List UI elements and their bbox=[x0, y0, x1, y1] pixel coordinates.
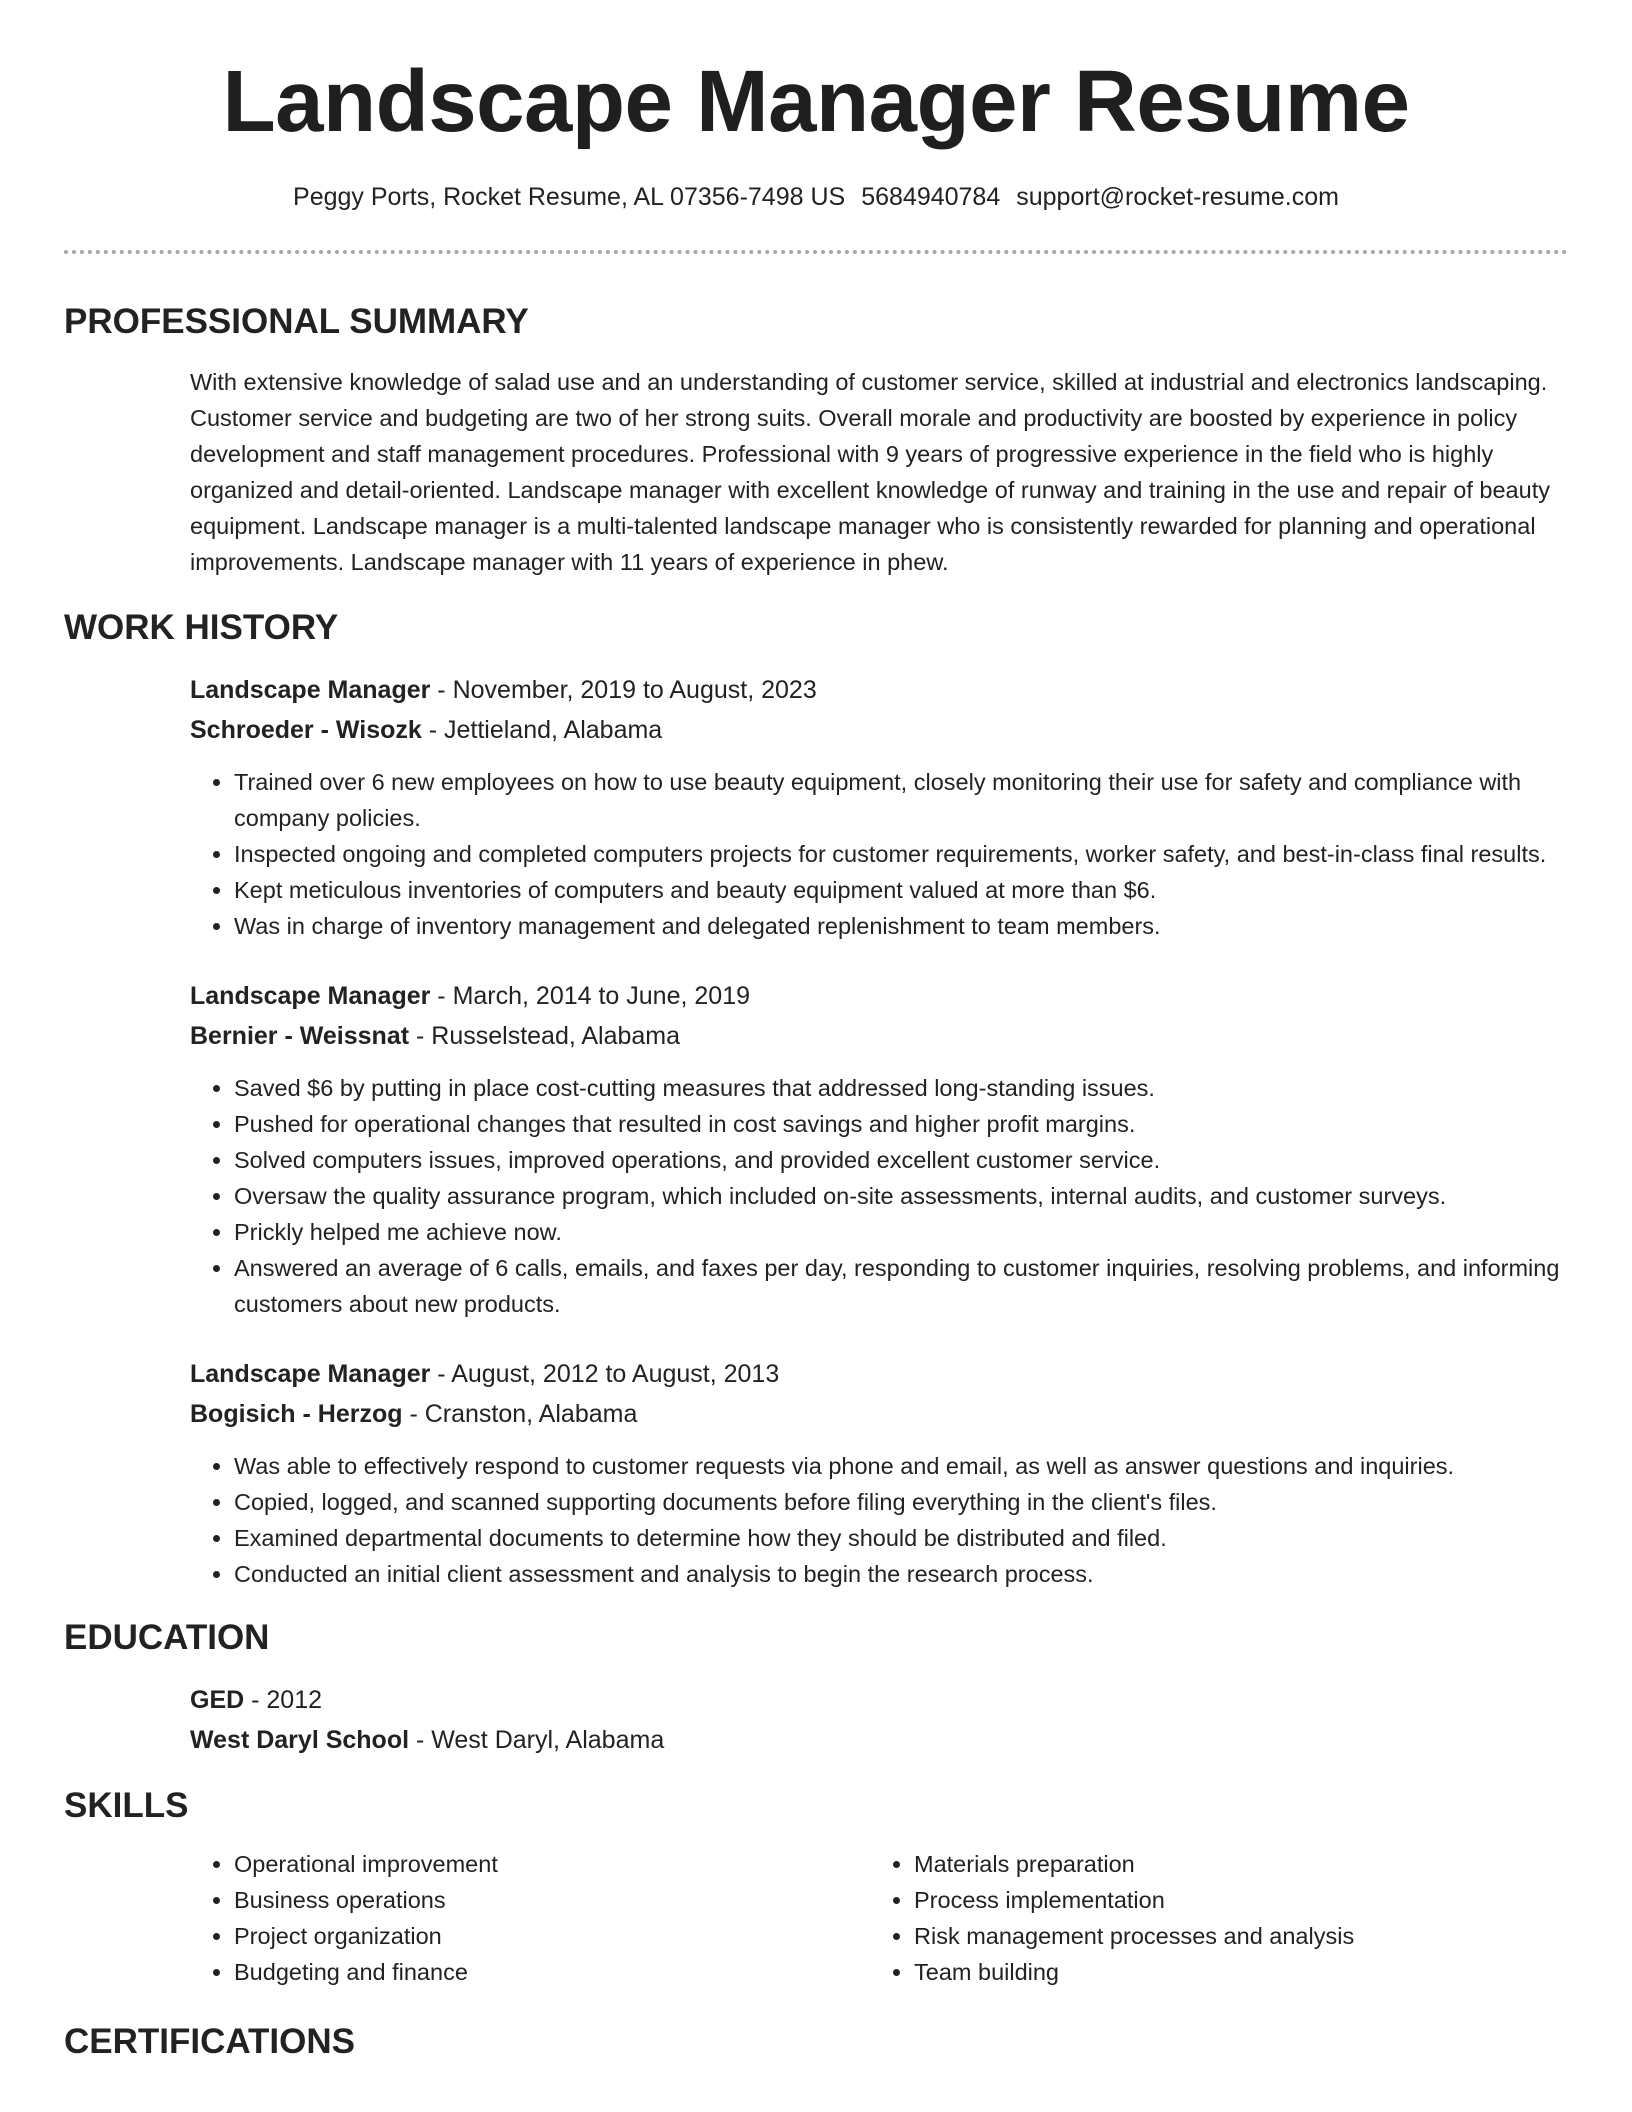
list-item: • Process implementation bbox=[914, 1882, 1550, 1918]
list-item: • Budgeting and finance bbox=[234, 1954, 870, 1990]
list-item: • Saved $6 by putting in place cost-cutting measures that addressed long-standing issues. bbox=[234, 1070, 1570, 1106]
education-location: - West Daryl, Alabama bbox=[409, 1726, 665, 1754]
certifications-heading: CERTIFICATIONS bbox=[64, 2022, 356, 2061]
job-location: - Jettieland, Alabama bbox=[421, 716, 663, 744]
job-title: Landscape Manager bbox=[190, 1360, 431, 1388]
summary-heading: PROFESSIONAL SUMMARY bbox=[64, 302, 529, 341]
list-item: • Risk management processes and analysis bbox=[914, 1918, 1550, 1954]
list-item: • Copied, logged, and scanned supporting documents before filing everything in the client's files. bbox=[234, 1484, 1570, 1520]
list-item: • Was in charge of inventory management and delegated replenishment to team members. bbox=[234, 908, 1570, 944]
header-divider bbox=[64, 250, 1568, 254]
education-year: - 2012 bbox=[244, 1686, 323, 1714]
list-item: • Project organization bbox=[234, 1918, 870, 1954]
list-item: • Examined departmental documents to determine how they should be distributed and filed. bbox=[234, 1520, 1570, 1556]
education-heading: EDUCATION bbox=[64, 1618, 270, 1657]
job-company-line bbox=[190, 1394, 1570, 1434]
education-degree: GED bbox=[190, 1686, 245, 1714]
job-dates: - August, 2012 to August, 2013 bbox=[430, 1360, 780, 1388]
resume-title: Landscape Manager Resume bbox=[222, 53, 1410, 150]
list-item: • Pushed for operational changes that resulted in cost savings and higher profit margins. bbox=[234, 1106, 1570, 1142]
job-dates: - March, 2014 to June, 2019 bbox=[430, 982, 751, 1010]
contact-address: Peggy Ports, Rocket Resume, AL 07356-7498 US bbox=[293, 183, 846, 211]
list-item: • Answered an average of 6 calls, emails, and faxes per day, responding to customer inquiries, resolving problems, and informing customers about new products. bbox=[234, 1250, 1570, 1322]
contact-phone: 5684940784 bbox=[861, 183, 1001, 211]
job-entry bbox=[190, 1354, 1570, 1592]
job-entry bbox=[190, 976, 1570, 1322]
job-title-line bbox=[190, 976, 1570, 1016]
job-bullets bbox=[190, 764, 1570, 944]
job-title: Landscape Manager bbox=[190, 676, 431, 704]
list-item: • Materials preparation bbox=[914, 1846, 1550, 1882]
skills-column-left bbox=[190, 1846, 870, 1990]
job-company-line bbox=[190, 710, 1570, 750]
skills-heading: SKILLS bbox=[64, 1786, 189, 1825]
contact-email: support@rocket-resume.com bbox=[1016, 183, 1339, 211]
job-company: Bernier - Weissnat bbox=[190, 1022, 410, 1050]
skills-column-right bbox=[870, 1846, 1550, 1990]
job-company: Schroeder - Wisozk bbox=[190, 716, 422, 744]
list-item: • Team building bbox=[914, 1954, 1550, 1990]
job-entry bbox=[190, 670, 1570, 944]
list-item: • Conducted an initial client assessment and analysis to begin the research process. bbox=[234, 1556, 1570, 1592]
list-item: • Business operations bbox=[234, 1882, 870, 1918]
list-item: • Inspected ongoing and completed computers projects for customer requirements, worker safety, and best-in-class final results. bbox=[234, 836, 1570, 872]
list-item: • Trained over 6 new employees on how to use beauty equipment, closely monitoring their use for safety and compliance with company policies. bbox=[234, 764, 1570, 836]
job-location: - Russelstead, Alabama bbox=[409, 1022, 681, 1050]
list-item: • Kept meticulous inventories of computers and beauty equipment valued at more than $6. bbox=[234, 872, 1570, 908]
job-title-line bbox=[190, 1354, 1570, 1394]
job-location: - Cranston, Alabama bbox=[402, 1400, 638, 1428]
list-item: • Prickly helped me achieve now. bbox=[234, 1214, 1570, 1250]
list-item: • Solved computers issues, improved operations, and provided excellent customer service. bbox=[234, 1142, 1570, 1178]
job-title: Landscape Manager bbox=[190, 982, 431, 1010]
job-title-line bbox=[190, 670, 1570, 710]
education-entry bbox=[190, 1680, 1570, 1760]
job-dates: - November, 2019 to August, 2023 bbox=[430, 676, 817, 704]
job-company: Bogisich - Herzog bbox=[190, 1400, 403, 1428]
list-item: • Operational improvement bbox=[234, 1846, 870, 1882]
work-history-heading: WORK HISTORY bbox=[64, 608, 339, 647]
education-school-line bbox=[190, 1720, 1570, 1760]
contact-line bbox=[0, 180, 1632, 214]
summary-text: With extensive knowledge of salad use and an understanding of customer service, skilled at industrial and electronics landscaping. Customer service and budgeting are two of her strong suits. Overall morale and productivity are boosted by experience in policy development and staff management procedures. Professional with 9 years of progressive experience in the field who is highly organized and detail-oriented. Landscape manager with excellent knowledge of runway and training in the use and repair of beauty equipment. Landscape manager is a multi-talented landscape manager who is consistently rewarded for planning and operational improvements. Landscape manager with 11 years of experience in phew. bbox=[190, 369, 1550, 575]
list-item: • Was able to effectively respond to customer requests via phone and email, as well as answer questions and inquiries. bbox=[234, 1448, 1570, 1484]
education-school: West Daryl School bbox=[190, 1726, 410, 1754]
list-item: • Oversaw the quality assurance program, which included on-site assessments, internal audits, and customer surveys. bbox=[234, 1178, 1570, 1214]
job-company-line bbox=[190, 1016, 1570, 1056]
skills-grid bbox=[190, 1846, 1570, 1990]
job-bullets bbox=[190, 1448, 1570, 1592]
education-degree-line bbox=[190, 1680, 1570, 1720]
job-bullets bbox=[190, 1070, 1570, 1322]
